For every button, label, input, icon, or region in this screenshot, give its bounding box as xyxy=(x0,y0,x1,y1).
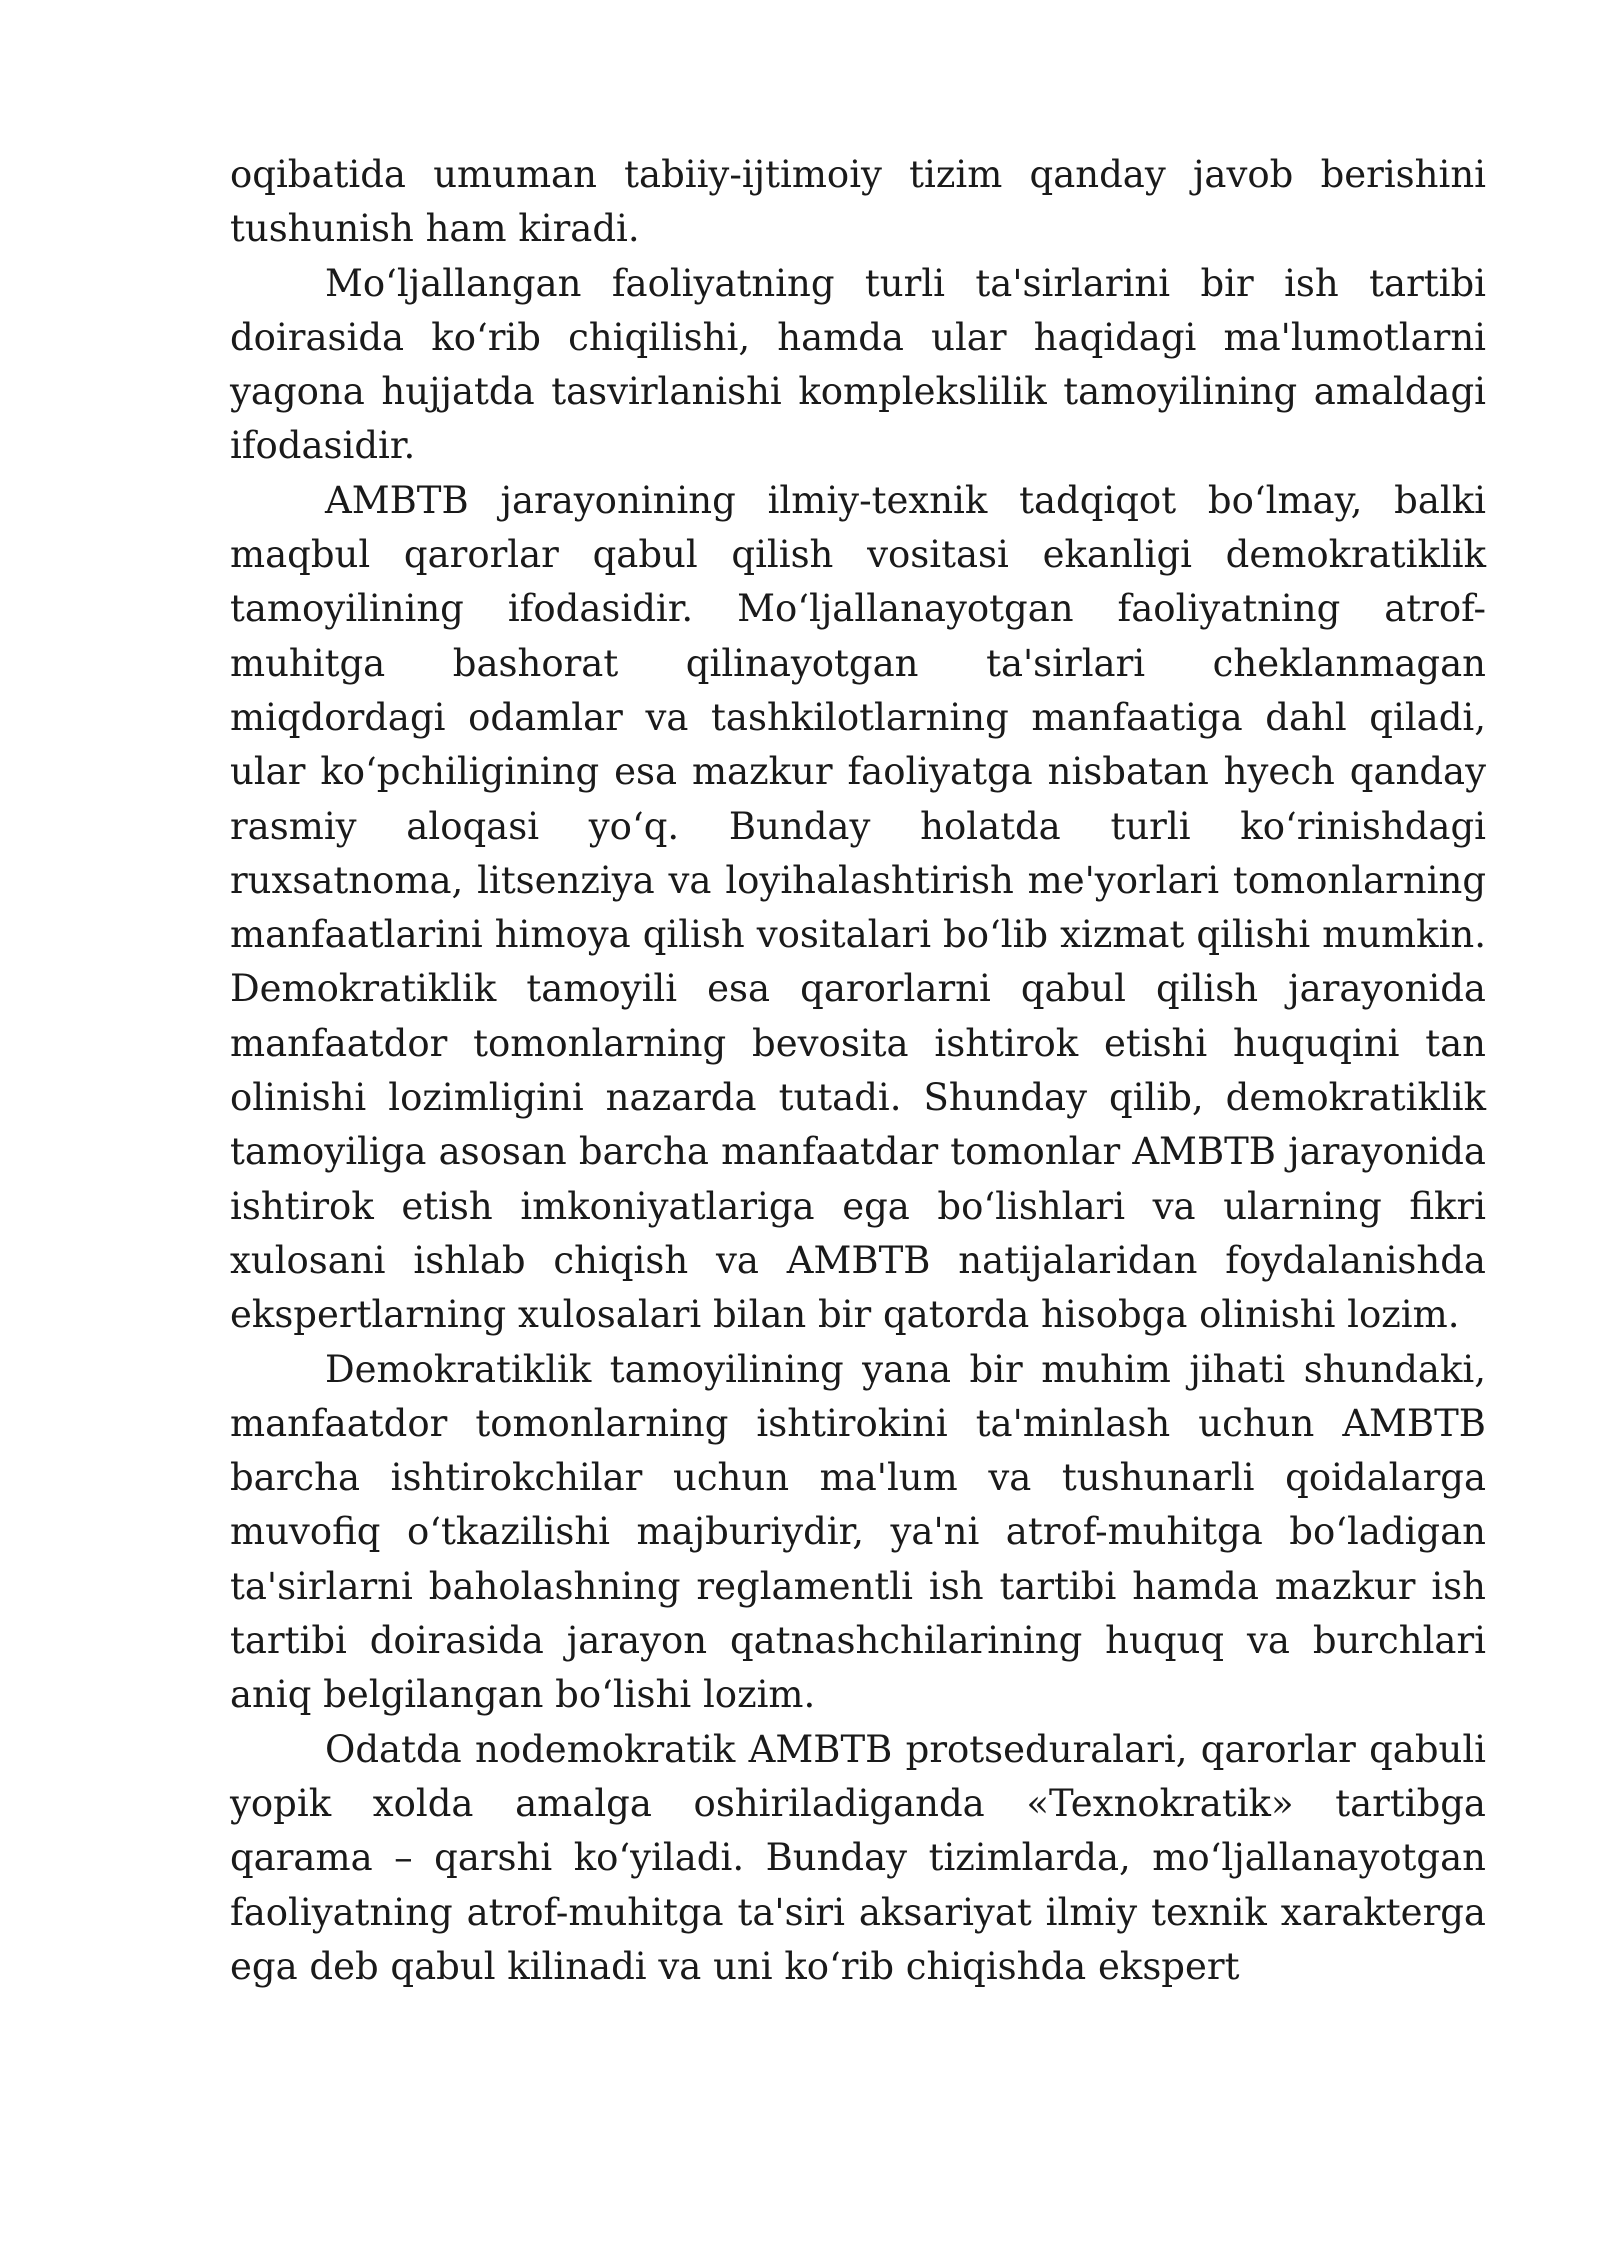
paragraph-4: Demokratiklik tamoyilining yana bir muhim jihati shundaki, manfaatdor tomonlarning ishtirokini ta'minlash uchun AMBTB barcha ishtirokchilar uchun ma'lum va tushunarli qoidalarga muvofiq o‘tkazilishi majburiydir, ya'ni atrof-muhitga bo‘ladigan ta'sirlarni baholashning reglamentli ish tartibi hamda mazkur ish tartibi doirasida jarayon qatnashchilarining huquq va burchlari aniq belgilangan bo‘lishi lozim. xyxy=(230,1347,1486,1717)
document-page xyxy=(230,148,1486,1994)
paragraph-5: Odatda nodemokratik AMBTB protseduralari, qarorlar qabuli yopik xolda amalga oshiriladiganda «Texnokratik» tartibga qarama – qarshi ko‘yiladi. Bunday tizimlarda, mo‘ljallanayotgan faoliyatning atrof-muhitga ta'siri aksariyat ilmiy texnik xarakterga ega deb qabul kilinadi va uni ko‘rib chiqishda ekspert xyxy=(230,1727,1486,1988)
paragraph-3: AMBTB jarayonining ilmiy-texnik tadqiqot bo‘lmay, balki maqbul qarorlar qabul qilish vositasi ekanligi demokratiklik tamoyilining ifodasidir. Mo‘ljallanayotgan faoliyatning atrof-muhitga bashorat qilinayotgan ta'sirlari cheklanmagan miqdordagi odamlar va tashkilotlarning manfaatiga dahl qiladi, ular ko‘pchiligining esa mazkur faoliyatga nisbatan hyech qanday rasmiy aloqasi yo‘q. Bunday holatda turli ko‘rinishdagi ruxsatnoma, litsenziya va loyihalashtirish me'yorlari tomonlarning manfaatlarini himoya qilish vositalari bo‘lib xizmat qilishi mumkin. Demokratiklik tamoyili esa qarorlarni qabul qilish jarayonida manfaatdor tomonlarning bevosita ishtirok etishi huquqini tan olinishi lozimligini nazarda tutadi. Shunday qilib, demokratiklik tamoyiliga asosan barcha manfaatdar tomonlar AMBTB jarayonida ishtirok etish imkoniyatlariga ega bo‘lishlari va ularning fikri xulosani ishlab chiqish va AMBTB natijalaridan foydalanishda ekspertlarning xulosalari bilan bir qatorda hisobga olinishi lozim. xyxy=(230,478,1486,1337)
paragraph-2: Mo‘ljallangan faoliyatning turli ta'sirlarini bir ish tartibi doirasida ko‘rib chiqilishi, hamda ular haqidagi ma'lumotlarni yagona hujjatda tasvirlanishi komplekslilik tamoyilining amaldagi ifodasidir. xyxy=(230,261,1486,468)
paragraph-1: oqibatida umuman tabiiy-ijtimoiy tizim qanday javob berishini tushunish ham kiradi. xyxy=(230,153,1486,251)
